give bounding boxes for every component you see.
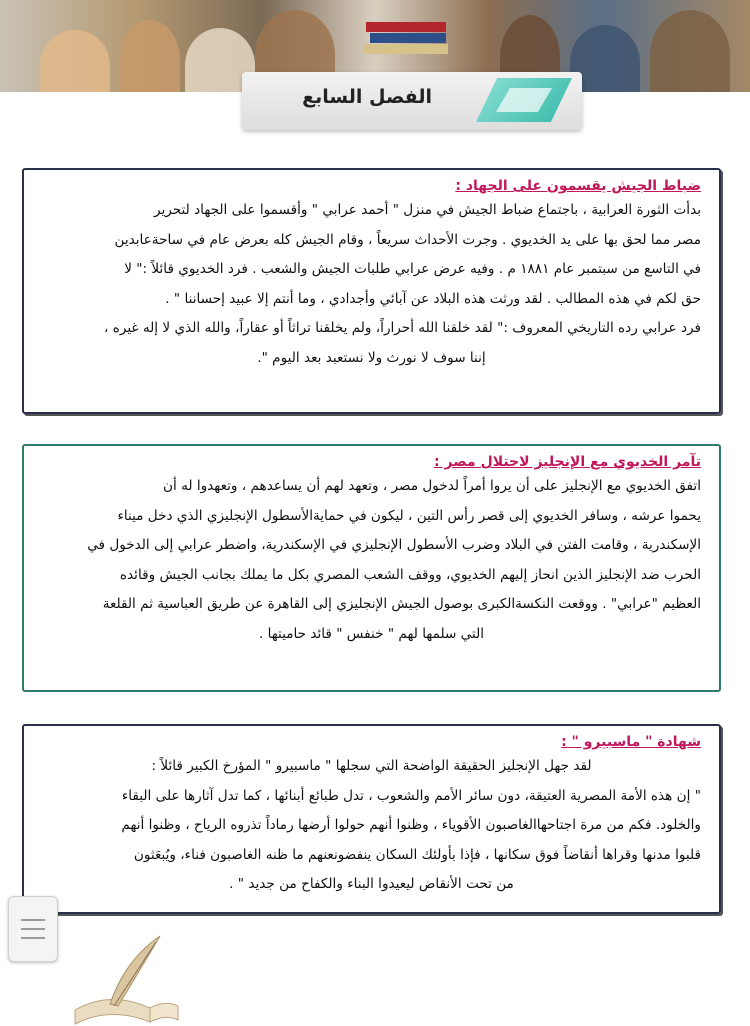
text-line: لقد جهل الإنجليز الحقيقة الواضحة التي سجلها " ماسبيرو " المؤرخ الكبير قائلاً : [151,758,592,774]
text-line: الحرب ضد الإنجليز الذين انحاز إليهم الخديوي، ووقف الشعب المصري بكل ما يملك بجانب الجيش وقائده [119,566,701,583]
text-line: قلبوا مدنها وقراها أنقاضاً فوق سكانها ، فإذا بأولئك السكان ينفضونعنهم ما ظنه الغاصبون فناء، ويُبعَثون [133,846,701,863]
section-card-officers-oath [22,168,721,414]
text-line: من تحت الأنقاض ليعيدوا البناء والكفاح من جديد " . [229,876,514,892]
quill-and-book-icon [70,930,180,1026]
section-card-maspero-testimony [22,724,721,914]
text-line: في التاسع من سبتمبر عام ١٨٨١ م . وفيه عرض عرابي طلبات الجيش والشعب . فرد الخديوي قائلاً :" لا [124,261,701,277]
section-card-khedive-conspiracy [22,444,721,692]
text-line: إننا سوف لا نورث ولا نستعبد بعد اليوم ". [257,349,486,366]
chapter-title: الفصل السابع [302,86,432,108]
text-line: حق لكم في هذه المطالب . لقد ورثت هذه البلاد عن آبائي وأجدادي ، وما أنتم إلا عبيد إحساننا " . [165,290,701,307]
text-line: " إن هذه الأمة المصرية العتيقة، دون سائر الأمم والشعوب ، تدل طبائع أبنائها ، كما تدل آثارها على البقاء [121,787,701,804]
section-heading: شهادة " ماسبيرو " : [561,734,701,750]
text-line: بدأت الثورة العرابية ، باجتماع ضباط الجيش في منزل " أحمد عرابي " وأقسموا على الجهاد لتحرير [154,202,701,218]
text-line: التي سلمها لهم " خنفس " قائد حاميتها . [258,625,485,642]
text-line: يحموا عرشه ، وسافر الخديوي إلى قصر رأس التين ، ليكون في حمايةالأسطول الإنجليزي الذي دخل ميناء [117,507,701,524]
text-line: العظيم "عرابي" . ووقعت النكسةالكبرى بوصول الجيش الإنجليزي إلى القاهرة عن طريق العباسية ثم القلعة [102,596,701,612]
chapter-title-plate [242,72,582,130]
text-line: فرد عرابي رده التاريخي المعروف :" لقد خلقنا الله أحراراً، ولم يخلقنا تراثاً أو عقاراً، والله الذي لا إله غيره ، [104,320,701,336]
text-line: والخلود. فكم من مرة اجتاحهاالغاصبون الأقوياء ، وظنوا أنهم حولوا أرضها رماداً تذروه الرياح ، وظنوا أنهم [121,817,701,833]
text-line: الإسكندرية ، وقامت الفتن في البلاد وضرب الأسطول الإنجليزي في الإسكندرية، واضطر عرابي إلى الدخول في [87,537,701,553]
section-heading: تآمر الخديوي مع الإنجليز لاحتلال مصر : [434,454,701,470]
text-line: اتفق الخديوي مع الإنجليز على أن يروا أمراً لدخول مصر ، وتعهد لهم أن يساعدهم ، وتعهدوا له أن [163,478,701,494]
section-heading: ضباط الجيش يقسمون على الجهاد : [455,178,701,194]
books-icon [362,18,452,58]
hamburger-menu-icon[interactable] [8,896,58,962]
text-line: مصر مما لحق بها على يد الخديوي . وجرت الأحداث سريعاً ، وقام الجيش كله بعرض عام في ساحةعابدين [114,231,701,248]
